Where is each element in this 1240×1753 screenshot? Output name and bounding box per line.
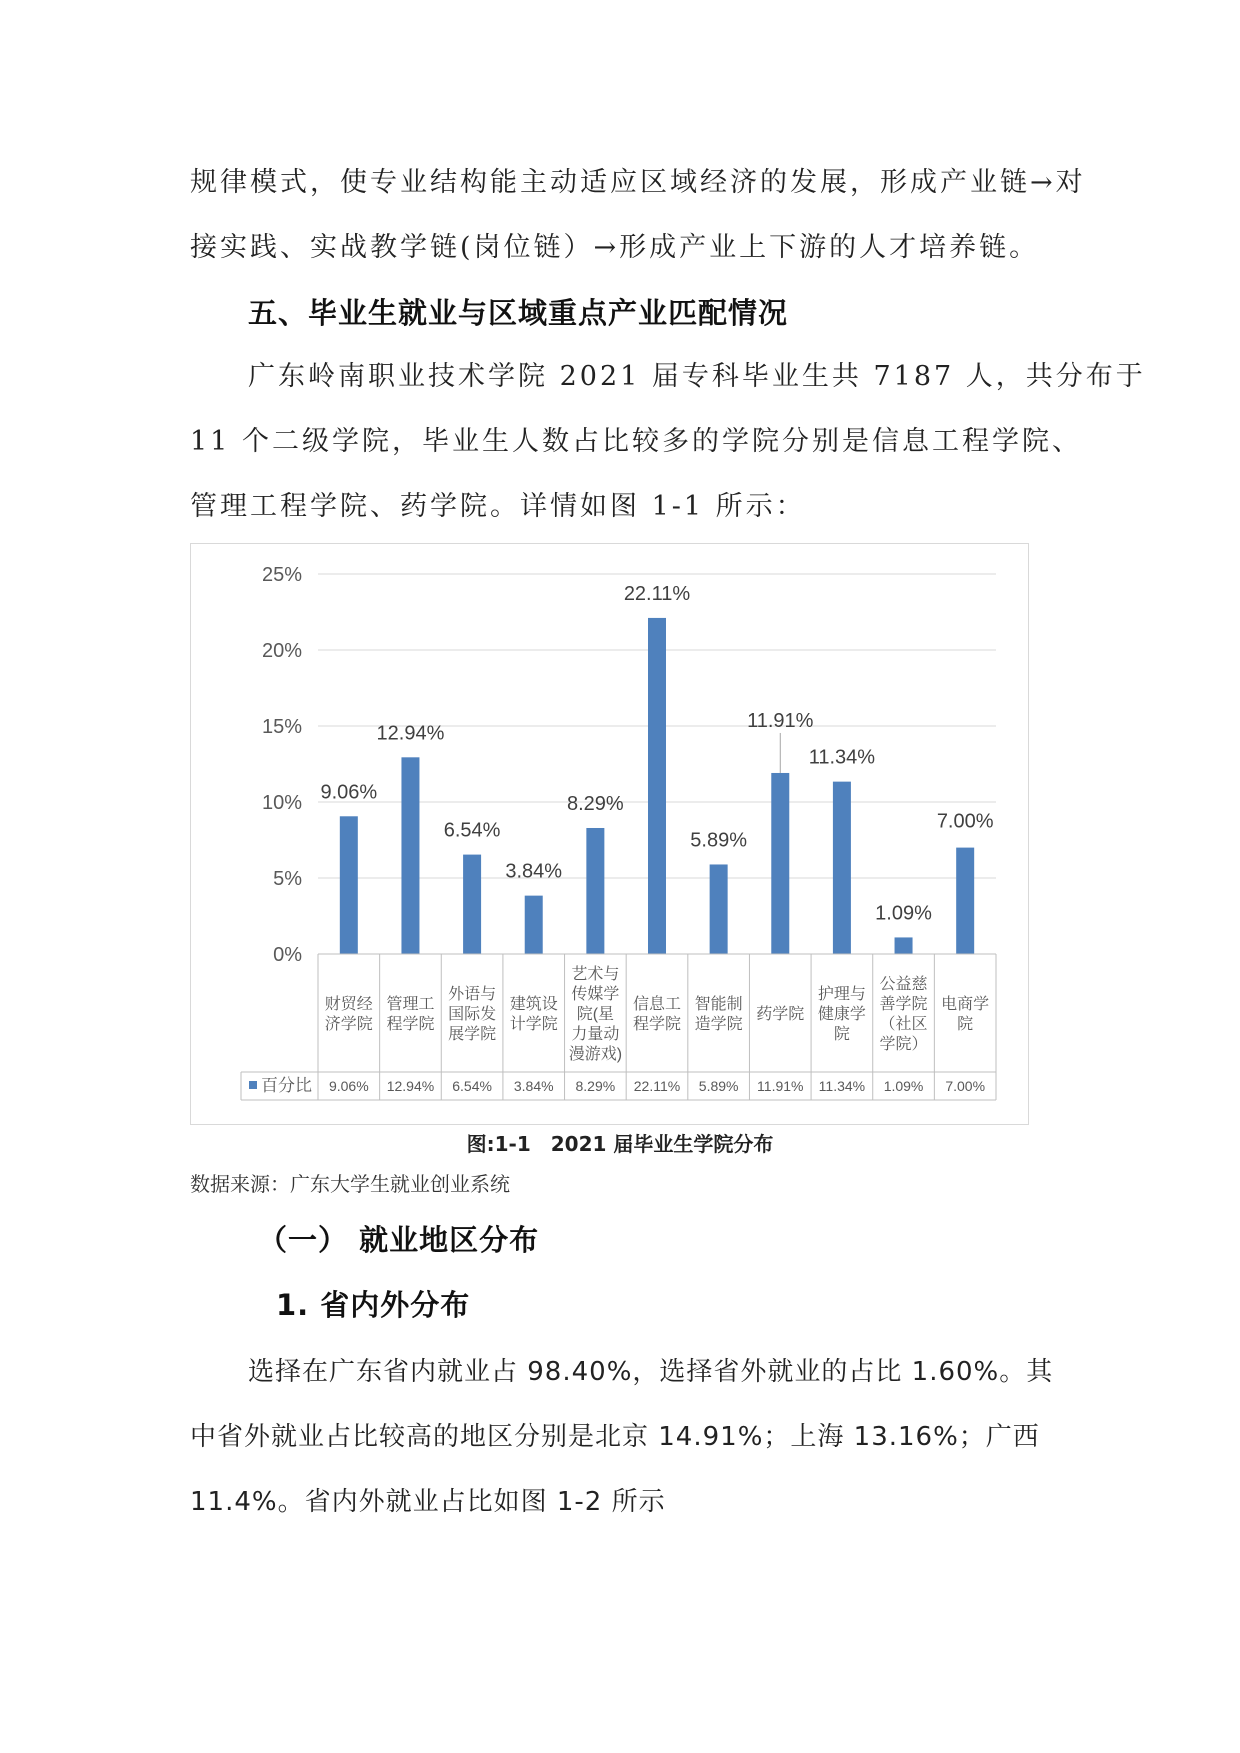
data-label: 8.29% xyxy=(567,792,624,815)
category-label: 院 xyxy=(957,1016,974,1033)
category-label: 信息工 xyxy=(632,996,682,1013)
y-tick-label: 0% xyxy=(273,944,302,966)
table-value: 7.00% xyxy=(945,1078,986,1094)
data-label: 22.11% xyxy=(623,582,691,605)
paragraph-region xyxy=(190,1340,1060,1535)
category-label: 智能制 xyxy=(694,996,743,1013)
bar xyxy=(833,782,851,954)
bar xyxy=(525,896,543,954)
chart-svg xyxy=(191,544,1028,1124)
y-tick-label: 15% xyxy=(261,716,302,738)
category-label: 护理与 xyxy=(817,986,866,1003)
data-label: 11.91% xyxy=(747,709,814,732)
category-label: 药学院 xyxy=(756,1006,805,1023)
y-tick-label: 25% xyxy=(261,564,302,586)
category-label: 院(星 xyxy=(576,1006,615,1023)
y-tick-label: 20% xyxy=(261,640,302,662)
text-line: 11 个二级学院，毕业生人数占比较多的学院分别是信息工程学院、 xyxy=(190,426,1082,457)
data-label: 5.89% xyxy=(690,829,747,852)
bar xyxy=(710,864,728,954)
data-label: 11.34% xyxy=(808,746,876,769)
bar xyxy=(586,828,604,954)
category-label: 传媒学 xyxy=(571,986,620,1003)
table-value: 1.09% xyxy=(883,1078,924,1094)
data-label: 1.09% xyxy=(875,902,932,925)
table-value: 22.11% xyxy=(633,1078,681,1094)
legend-key xyxy=(249,1081,257,1089)
category-label: 外语与 xyxy=(448,986,497,1003)
y-tick-label: 10% xyxy=(261,792,302,814)
legend-label: 百分比 xyxy=(261,1076,312,1095)
text-line: 规律模式，使专业结构能主动适应区域经济的发展，形成产业链→对 xyxy=(190,167,1086,198)
table-value: 8.29% xyxy=(575,1078,616,1094)
text-line: 选择在广东省内就业占 98.40%，选择省外就业的占比 1.60%。其 xyxy=(248,1357,1054,1387)
category-label: 学院） xyxy=(879,1036,928,1053)
category-label: 漫游戏) xyxy=(568,1046,623,1063)
category-label: 管理工 xyxy=(386,996,435,1013)
bar xyxy=(463,855,481,954)
text-line: 中省外就业占比较高的地区分别是北京 14.91%；上海 13.16%；广西 xyxy=(190,1422,1040,1452)
category-label: 电商学 xyxy=(941,996,990,1013)
category-label: 程学院 xyxy=(632,1016,682,1033)
text-line: 接实践、实战教学链(岗位链）→形成产业上下游的人才培养链。 xyxy=(190,232,1040,263)
category-label: 造学院 xyxy=(694,1016,743,1033)
y-tick-label: 5% xyxy=(273,868,302,890)
category-label: （社区 xyxy=(879,1016,928,1033)
category-label: 程学院 xyxy=(386,1016,435,1033)
category-label: 善学院 xyxy=(879,996,928,1013)
category-label: 健康学 xyxy=(817,1006,866,1023)
paragraph-top xyxy=(190,150,1086,280)
bar xyxy=(401,757,419,954)
figure-caption: 图:1-1 2021 届毕业生学院分布 xyxy=(466,1132,774,1156)
table-value: 6.54% xyxy=(452,1078,492,1094)
paragraph-intro xyxy=(190,344,1146,539)
category-label: 济学院 xyxy=(324,1016,373,1033)
bar xyxy=(895,937,913,954)
data-source: 数据来源：广东大学生就业创业系统 xyxy=(190,1172,510,1196)
category-label: 国际发 xyxy=(448,1006,497,1023)
text-line: 广东岭南职业技术学院 2021 届专科毕业生共 7187 人，共分布于 xyxy=(248,361,1146,392)
bar-chart xyxy=(190,543,1029,1125)
category-label: 公益慈 xyxy=(879,976,928,993)
table-value: 5.89% xyxy=(698,1078,739,1094)
category-label: 展学院 xyxy=(448,1026,497,1043)
text-line: 11.4%。省内外就业占比如图 1-2 所示 xyxy=(190,1487,666,1517)
data-label: 12.94% xyxy=(376,722,445,745)
category-label: 院 xyxy=(833,1026,850,1043)
subsubsection-heading: 1. 省内外分布 xyxy=(276,1288,471,1322)
bar xyxy=(956,848,974,954)
section-heading: 五、毕业生就业与区域重点产业匹配情况 xyxy=(248,296,789,330)
category-label: 艺术与 xyxy=(571,966,620,983)
bar xyxy=(771,773,789,954)
text-line: 管理工程学院、药学院。详情如图 1-1 所示： xyxy=(190,491,806,522)
data-label: 7.00% xyxy=(936,810,994,833)
category-label: 建筑设 xyxy=(509,996,558,1013)
category-label: 力量动 xyxy=(571,1026,620,1043)
category-label: 计学院 xyxy=(509,1016,558,1033)
table-value: 11.34% xyxy=(818,1078,866,1094)
table-value: 9.06% xyxy=(328,1078,369,1094)
table-value: 3.84% xyxy=(513,1078,554,1094)
table-value: 12.94% xyxy=(386,1078,435,1094)
data-label: 9.06% xyxy=(320,781,378,804)
data-label: 6.54% xyxy=(443,819,501,842)
table-value: 11.91% xyxy=(757,1078,804,1094)
data-label: 3.84% xyxy=(505,860,563,883)
category-label: 财贸经 xyxy=(324,996,373,1013)
bar xyxy=(340,816,358,954)
bar xyxy=(648,618,666,954)
subsection-heading: （一） 就业地区分布 xyxy=(258,1223,540,1257)
